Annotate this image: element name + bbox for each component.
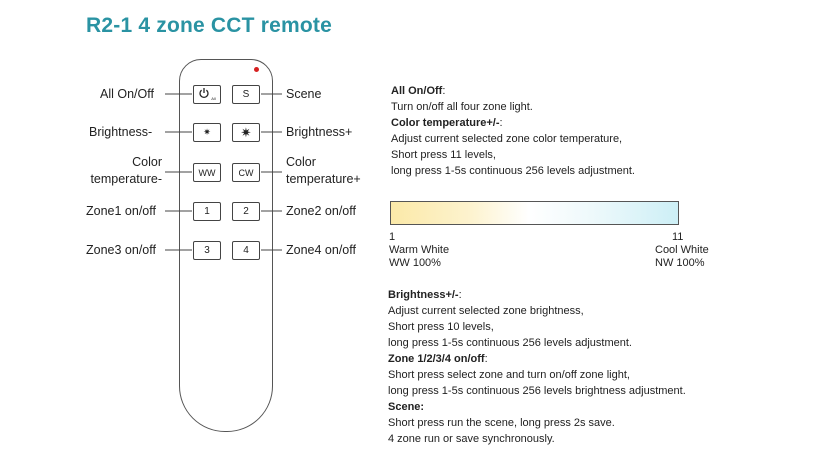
power-icon xyxy=(198,87,210,102)
scale-right-percent: NW 100% xyxy=(655,257,705,269)
desc-brightness-colon: : xyxy=(458,289,462,301)
desc-color-temp-heading: Color temperature+/- xyxy=(391,117,500,129)
label-color-left-line1: Color xyxy=(132,155,162,169)
desc-all-on-off-colon: : xyxy=(442,85,446,97)
label-color-temp-minus xyxy=(86,154,162,188)
label-brightness-plus: Brightness+ xyxy=(286,125,353,139)
scale-left-name: Warm White xyxy=(389,244,450,256)
all-on-off-button[interactable] xyxy=(193,85,221,104)
desc-brightness-line: Short press 10 levels, xyxy=(388,321,494,333)
desc-color-temp-colon: : xyxy=(499,117,503,129)
desc-zones-heading: Zone 1/2/3/4 on/off xyxy=(388,353,485,365)
desc-zones-colon: : xyxy=(484,353,488,365)
label-brightness-minus: Brightness- xyxy=(89,125,153,139)
desc-lower xyxy=(388,287,686,447)
label-color-right-line1: Color xyxy=(286,155,316,169)
scale-right xyxy=(655,231,709,270)
color-temperature-gradient-bar xyxy=(390,201,679,225)
scale-right-number: 11 xyxy=(672,231,684,243)
scene-button[interactable]: S xyxy=(232,85,260,104)
label-zone1: Zone1 on/off xyxy=(86,204,156,218)
cool-white-button[interactable]: CW xyxy=(232,163,260,182)
desc-zones-line: long press 1-5s continuous 256 levels brightness adjustment. xyxy=(388,385,686,397)
desc-brightness-line: long press 1-5s continuous 256 levels adjustment. xyxy=(388,337,632,349)
indicator-led xyxy=(254,67,259,72)
brightness-down-button[interactable] xyxy=(193,123,221,142)
desc-all-on-off-line: Turn on/off all four zone light. xyxy=(391,101,533,113)
desc-scene-heading: Scene: xyxy=(388,401,425,413)
zone4-button[interactable]: 4 xyxy=(232,241,260,260)
desc-all-on-off xyxy=(391,83,635,179)
label-color-temp-plus xyxy=(286,154,361,188)
desc-brightness-line: Adjust current selected zone brightness, xyxy=(388,305,584,317)
label-zone3: Zone3 on/off xyxy=(86,243,156,257)
desc-color-temp-line: Short press 11 levels, xyxy=(391,149,496,161)
page-title: R2-1 4 zone CCT remote xyxy=(86,14,332,37)
scale-left xyxy=(389,231,449,270)
warm-white-button[interactable]: WW xyxy=(193,163,221,182)
desc-color-temp-line: Adjust current selected zone color temperature, xyxy=(391,133,623,145)
desc-scene-line: Short press run the scene, long press 2s save. xyxy=(388,417,615,429)
label-all-on-off: All On/Off xyxy=(100,87,154,101)
label-color-right-line2: temperature+ xyxy=(286,172,361,186)
desc-all-on-off-heading: All On/Off xyxy=(391,85,443,97)
zone3-button[interactable]: 3 xyxy=(193,241,221,260)
desc-zones-line: Short press select zone and turn on/off zone light, xyxy=(388,369,630,381)
desc-brightness-heading: Brightness+/- xyxy=(388,289,459,301)
zone2-button[interactable]: 2 xyxy=(232,202,260,221)
scale-right-name: Cool White xyxy=(655,244,709,256)
brightness-high-icon: ✷ xyxy=(240,124,252,140)
label-color-left-line2: temperature- xyxy=(90,172,162,186)
power-sublabel: All xyxy=(211,96,216,101)
label-zone2: Zone2 on/off xyxy=(286,204,356,218)
brightness-low-icon: ✷ xyxy=(203,127,211,137)
scale-left-percent: WW 100% xyxy=(389,257,441,269)
desc-color-temp-line: long press 1-5s continuous 256 levels adjustment. xyxy=(391,165,635,177)
zone1-button[interactable]: 1 xyxy=(193,202,221,221)
label-scene: Scene xyxy=(286,87,322,101)
scale-left-number: 1 xyxy=(389,231,396,243)
brightness-up-button[interactable] xyxy=(232,123,260,142)
desc-scene-line: 4 zone run or save synchronously. xyxy=(388,433,555,445)
label-zone4: Zone4 on/off xyxy=(286,243,356,257)
